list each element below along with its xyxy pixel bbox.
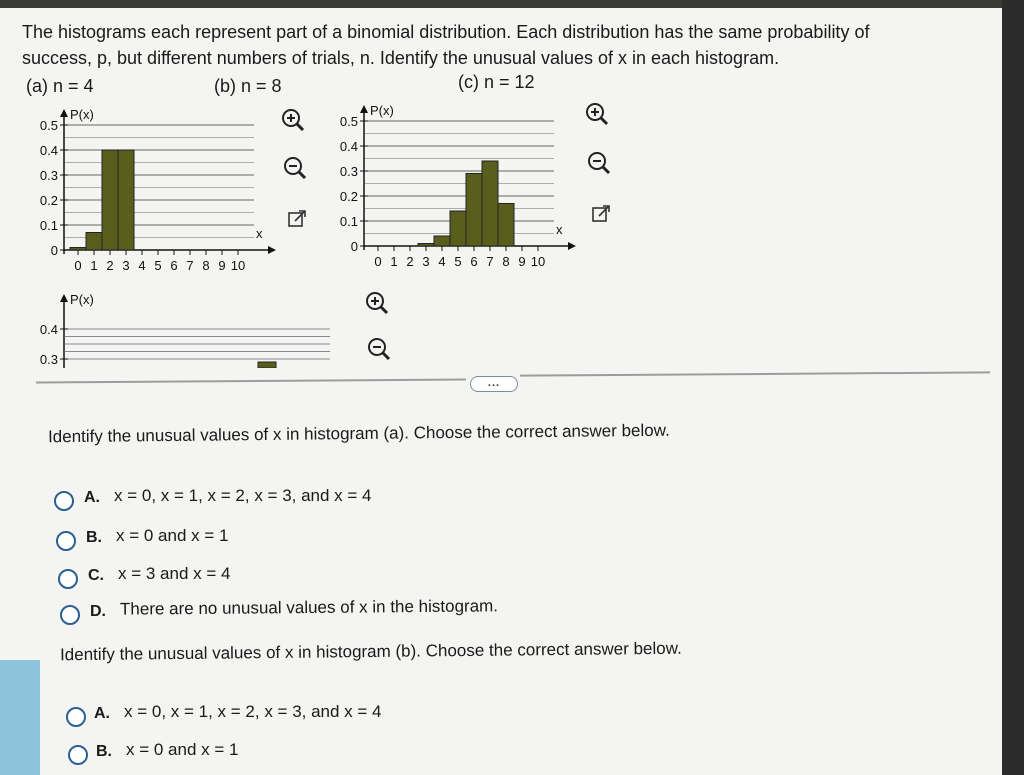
hist-a-bar <box>102 150 118 250</box>
hist-a-x-tick-label: 9 <box>218 258 226 273</box>
hist-b-x-tick-label: 1 <box>390 254 398 269</box>
choice-a-text-a[interactable]: x = 0, x = 1, x = 2, x = 3, and x = 4 <box>114 486 372 505</box>
hist-b-y-tick-label: 0.5 <box>339 114 358 129</box>
radio-b-option-b[interactable] <box>68 745 88 765</box>
zoom-in-icon[interactable] <box>280 107 306 133</box>
hist-a-bar <box>70 248 86 251</box>
zoom-out-icon-c[interactable] <box>366 336 392 362</box>
choice-a-letter-d: D. <box>90 603 106 620</box>
hist-b-x-tick-label: 9 <box>518 254 526 269</box>
hist-b-y-label: P(x) <box>370 103 394 118</box>
hist-b-y-tick-label: 0.4 <box>339 139 358 154</box>
panel-label-b: (b) n = 8 <box>214 76 282 96</box>
hist-b-x-arrow <box>568 242 576 250</box>
hist-c-y-tick-label: 0.3 <box>39 352 58 367</box>
radio-a-option-a[interactable] <box>54 491 74 511</box>
radio-a-option-d[interactable] <box>60 605 80 625</box>
open-external-icon[interactable] <box>286 208 312 234</box>
choice-b-letter-a: A. <box>94 705 110 722</box>
radio-a-option-c[interactable] <box>58 569 78 589</box>
section-divider-left <box>36 378 466 383</box>
question-header-line1: The histograms each represent part of a binomial distribution. Each distribution has the same probability of <box>22 22 870 42</box>
hist-b-x-tick-label: 5 <box>454 254 462 269</box>
hist-a-y-tick-label: 0.4 <box>39 143 58 158</box>
hist-a-y-label: P(x) <box>70 107 94 122</box>
histogram-a <box>20 100 290 280</box>
question-b-prompt: Identify the unusual values of x in histogram (b). Choose the correct answer below. <box>59 638 682 665</box>
hist-b-bar <box>450 211 466 246</box>
top-bar <box>0 0 1024 8</box>
histogram-c <box>20 288 340 368</box>
hist-a-y-tick-label: 0.2 <box>39 193 58 208</box>
question-a-prompt: Identify the unusual values of x in histogram (a). Choose the correct answer below. <box>47 420 670 447</box>
question-header-line2: success, p, but different numbers of trials, n. Identify the unusual values of x in each histogram. <box>22 48 780 68</box>
hist-b-x-tick-label: 0 <box>374 254 382 269</box>
hist-b-y-tick-label: 0.2 <box>339 189 358 204</box>
hist-a-x-tick-label: 8 <box>202 258 210 273</box>
hist-b-x-tick-label: 10 <box>530 254 546 269</box>
hist-b-bar <box>498 204 514 247</box>
radio-b-option-a[interactable] <box>66 707 86 727</box>
histogram-b <box>320 96 590 276</box>
hist-b-bar <box>482 161 498 246</box>
hist-a-x-tick-label: 7 <box>186 258 194 273</box>
panel-label-a: (a) n = 4 <box>26 76 94 96</box>
choice-a-letter-b: B. <box>86 529 102 546</box>
hist-a-y-arrow <box>60 109 68 117</box>
hist-a-x-tick-label: 4 <box>138 258 146 273</box>
hist-c-bar <box>258 362 276 368</box>
hist-b-bar <box>434 236 450 246</box>
hist-a-x-tick-label: 3 <box>122 258 130 273</box>
zoom-out-icon-b[interactable] <box>586 150 612 176</box>
hist-b-y-tick-label: 0.1 <box>339 214 358 229</box>
hist-a-x-tick-label: 5 <box>154 258 162 273</box>
hist-c-y-tick-label: 0.4 <box>39 322 58 337</box>
zoom-in-icon-c[interactable] <box>364 290 390 316</box>
hist-c-y-label: P(x) <box>70 292 94 307</box>
zoom-out-icon[interactable] <box>282 155 308 181</box>
open-external-icon-b[interactable] <box>590 203 616 229</box>
hist-c-y-arrow <box>60 294 68 302</box>
hist-b-y-tick-label: 0.3 <box>339 164 358 179</box>
more-button[interactable]: ... <box>470 376 518 392</box>
choice-a-text-c[interactable]: x = 3 and x = 4 <box>118 564 231 583</box>
hist-a-x-label: x <box>256 226 263 241</box>
hist-b-x-tick-label: 2 <box>406 254 414 269</box>
choice-b-text-a[interactable]: x = 0, x = 1, x = 2, x = 3, and x = 4 <box>124 702 382 721</box>
radio-a-option-b[interactable] <box>56 531 76 551</box>
section-divider-right <box>520 371 990 376</box>
hist-a-bar <box>118 150 134 250</box>
choice-a-text-b[interactable]: x = 0 and x = 1 <box>116 526 229 545</box>
hist-a-y-tick-label: 0 <box>50 243 58 258</box>
hist-a-x-tick-label: 10 <box>230 258 246 273</box>
hist-a-y-tick-label: 0.3 <box>39 168 58 183</box>
right-edge <box>1002 0 1024 775</box>
zoom-in-icon-b[interactable] <box>584 101 610 127</box>
hist-b-y-arrow <box>360 105 368 113</box>
hist-b-bar <box>466 174 482 247</box>
hist-b-x-tick-label: 8 <box>502 254 510 269</box>
hist-a-y-tick-label: 0.5 <box>39 118 58 133</box>
hist-a-y-tick-label: 0.1 <box>39 218 58 233</box>
left-edge <box>0 660 40 775</box>
hist-a-x-tick-label: 1 <box>90 258 98 273</box>
hist-b-bar <box>418 244 434 247</box>
panel-label-c: (c) n = 12 <box>458 72 535 92</box>
choice-b-text-b[interactable]: x = 0 and x = 1 <box>126 740 239 759</box>
choice-b-letter-b: B. <box>96 743 112 760</box>
hist-a-bar <box>86 233 102 251</box>
hist-a-x-tick-label: 6 <box>170 258 178 273</box>
choice-a-text-d[interactable]: There are no unusual values of x in the histogram. <box>119 596 499 619</box>
hist-b-x-tick-label: 7 <box>486 254 494 269</box>
hist-b-x-tick-label: 4 <box>438 254 446 269</box>
hist-a-x-tick-label: 2 <box>106 258 114 273</box>
hist-b-x-label: x <box>556 222 563 237</box>
hist-b-x-tick-label: 3 <box>422 254 430 269</box>
hist-a-x-tick-label: 0 <box>74 258 82 273</box>
choice-a-letter-a: A. <box>84 489 100 506</box>
hist-b-y-tick-label: 0 <box>350 239 358 254</box>
hist-b-x-tick-label: 6 <box>470 254 478 269</box>
choice-a-letter-c: C. <box>88 567 104 584</box>
hist-a-x-arrow <box>268 246 276 254</box>
